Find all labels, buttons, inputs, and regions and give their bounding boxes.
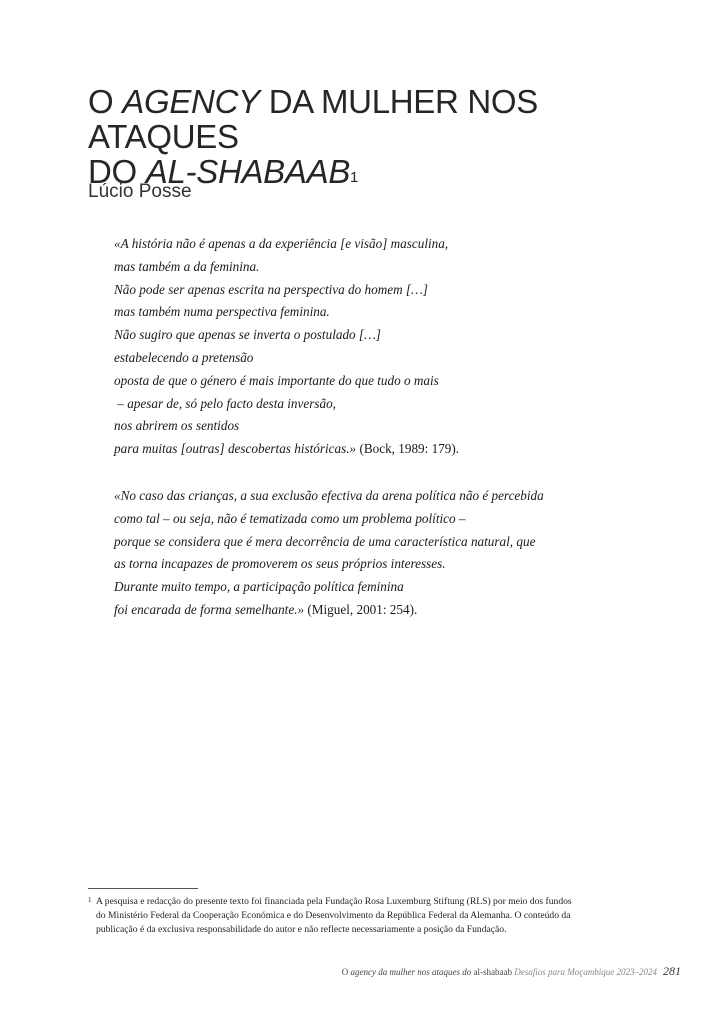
title-line1-pre: O — [88, 83, 123, 120]
quote-line: porque se considera que é mera decorrência de uma característica natural, que — [114, 533, 536, 549]
quote-line: «No caso das crianças, a sua exclusão efectiva da arena política não é percebida — [114, 488, 544, 503]
epigraph-quote-2 — [114, 485, 654, 622]
quote-citation: (Miguel, 2001: 254). — [304, 601, 418, 617]
title-line2-pre: DO — [88, 153, 146, 190]
quote-line: – apesar de, só pelo facto desta inversão, — [114, 395, 336, 411]
author-name: Lúcio Posse — [88, 181, 192, 202]
footnote-line: A pesquisa e redacção do presente texto foi financiada pela Fundação Rosa Luxemburg Stiftung (RLS) por meio dos fundos — [96, 896, 572, 907]
quote-line: oposta de que o género é mais importante do que tudo o mais — [114, 372, 439, 388]
quote-line: Durante muito tempo, a participação política feminina — [114, 579, 404, 595]
quote-line: mas também numa perspectiva feminina. — [114, 304, 330, 320]
running-title-pre: O — [341, 967, 351, 977]
quote-line: Não sugiro que apenas se inverta o postulado […] — [114, 327, 381, 343]
quote-line: «A história não é apenas a da experiência [e visão] masculina, — [114, 236, 449, 251]
quote-line: mas também a da feminina. — [114, 258, 260, 274]
running-title — [342, 967, 512, 977]
page-number: 281 — [663, 964, 681, 978]
quote-last-line — [114, 438, 654, 461]
running-title-post: al-shabaab — [471, 967, 512, 977]
footnote-divider — [88, 888, 198, 889]
running-book-title: Desafios para Moçambique 2023–2024 — [512, 967, 657, 977]
title-line1-italic: AGENCY — [122, 83, 260, 120]
running-footer — [342, 964, 681, 979]
title-line2-italic: AL-SHABAAB — [145, 153, 351, 190]
footnote-line: do Ministério Federal da Cooperação Económica e do Desenvolvimento da República Federal da Alemanha. O conteúdo da — [96, 910, 571, 922]
quote-citation: (Bock, 1989: 179). — [356, 441, 460, 457]
footnote — [88, 895, 660, 938]
quote-last-line — [114, 599, 654, 622]
epigraph-quote-1 — [114, 233, 654, 461]
title-line1-post: DA MULHER NOS ATAQUES — [88, 83, 539, 155]
quote-line: Não pode ser apenas escrita na perspectiva do homem […] — [114, 281, 428, 297]
quote-line: como tal – ou seja, não é tematizada como um problema político – — [114, 510, 466, 526]
quote-line: foi encarada de forma semelhante.» — [114, 601, 305, 617]
footnote-number: 1 — [88, 896, 92, 904]
quote-line: as torna incapazes de promoverem os seus próprios interesses. — [114, 556, 446, 572]
title-line-1 — [88, 83, 538, 155]
chapter-title — [88, 84, 688, 189]
running-title-italic: agency da mulher nos ataques do — [350, 967, 472, 977]
quote-line: para muitas [outras] descobertas históricas.» — [114, 441, 357, 457]
quote-line: nos abrirem os sentidos — [114, 418, 240, 434]
quote-line: estabelecendo a pretensão — [114, 349, 254, 365]
footnote-line: publicação é da exclusiva responsabilidade do autor e não reflecte necessariamente a posição da Fundação. — [96, 924, 507, 936]
footnote-reference: 1 — [350, 169, 359, 186]
